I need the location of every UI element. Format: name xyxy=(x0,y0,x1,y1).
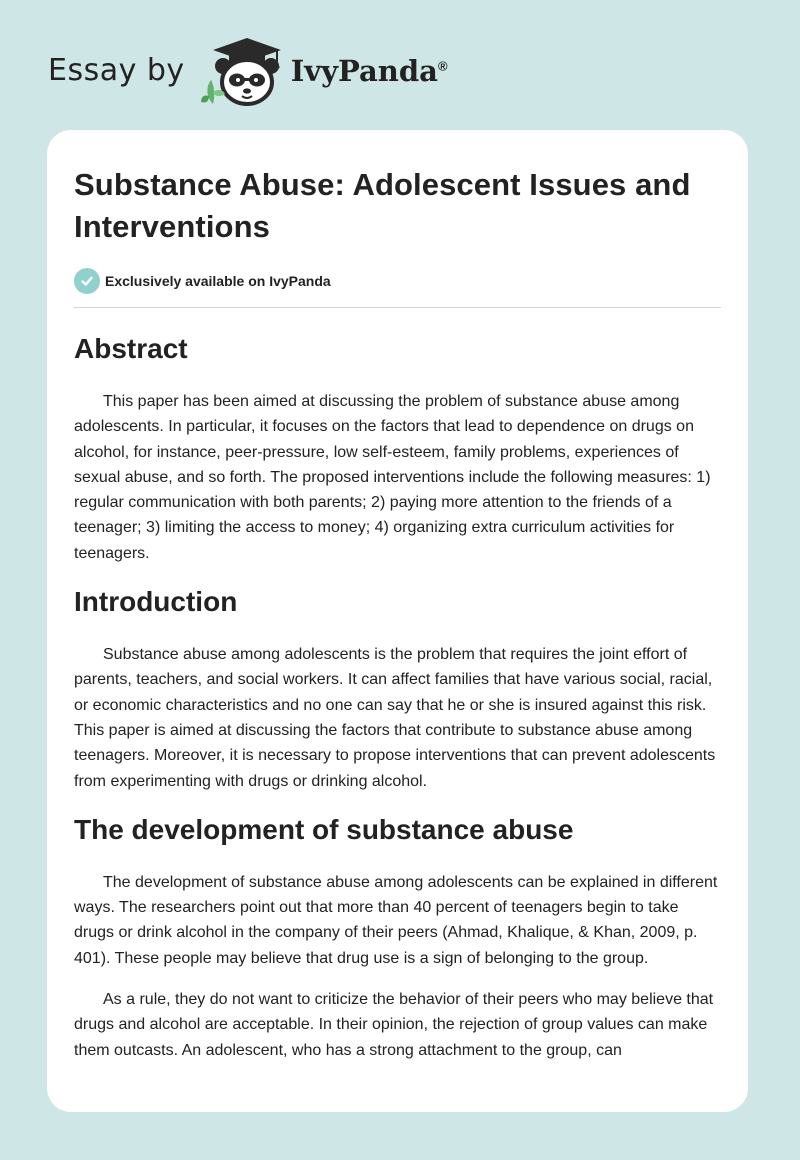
section-heading-introduction: Introduction xyxy=(74,586,238,618)
brand-name-text: IvyPanda xyxy=(290,54,438,88)
introduction-paragraph: Substance abuse among adolescents is the problem that requires the joint effort of parents, teachers, and social workers. It can affect families that have various social, racial, or economic characteristics and no one can say that he or she is insured against this risk. This paper is aimed at discussing the factors that contribute to substance abuse among teenagers. Moreover, it is necessary to propose interventions that can prevent adolescents from experimenting with drugs or drinking alcohol. xyxy=(74,646,716,790)
site-brand[interactable] xyxy=(48,36,448,108)
exclusive-badge xyxy=(74,268,721,294)
article-title: Substance Abuse: Adolescent Issues and Interventions xyxy=(74,167,691,244)
exclusive-badge-label: Exclusively available on IvyPanda xyxy=(105,273,331,289)
title-divider xyxy=(74,307,721,308)
section-heading-development: The development of substance abuse xyxy=(74,813,574,845)
article-card xyxy=(47,130,748,1112)
panda-logo-icon xyxy=(199,36,287,108)
development-paragraph-1: The development of substance abuse among adolescents can be explained in different ways. The researchers point out that more than 40 percent of teenagers begin to take drugs or drink alcohol in the company of their peers (Ahmad, Khalique, & Khan, 2009, p. 401). These people may believe that drug use is a sign of belonging to the group. xyxy=(74,873,718,967)
brand-name xyxy=(291,54,448,88)
check-circle-icon xyxy=(74,268,100,294)
brand-prefix: Essay by xyxy=(48,52,185,88)
development-paragraph-2: As a rule, they do not want to criticize the behavior of their peers who may believe that drugs and alcohol are acceptable. In their opinion, the rejection of group values can make them outcasts. An adolescent, who has a strong attachment to the group, can xyxy=(74,991,714,1059)
section-heading-abstract: Abstract xyxy=(74,333,188,364)
abstract-paragraph: This paper has been aimed at discussing the problem of substance abuse among adolescents. In particular, it focuses on the factors that lead to dependence on drugs on alcohol, for instance, peer-pressure, low self-esteem, family problems, experiences of sexual abuse, and so forth. The proposed interventions include the following measures: 1) regular communication with both parents; 2) paying more attention to the friends of a teenager; 3) limiting the access to money; 4) organizing extra curriculum activities for teenagers. xyxy=(74,393,711,562)
brand-registered-mark: ® xyxy=(437,58,448,74)
